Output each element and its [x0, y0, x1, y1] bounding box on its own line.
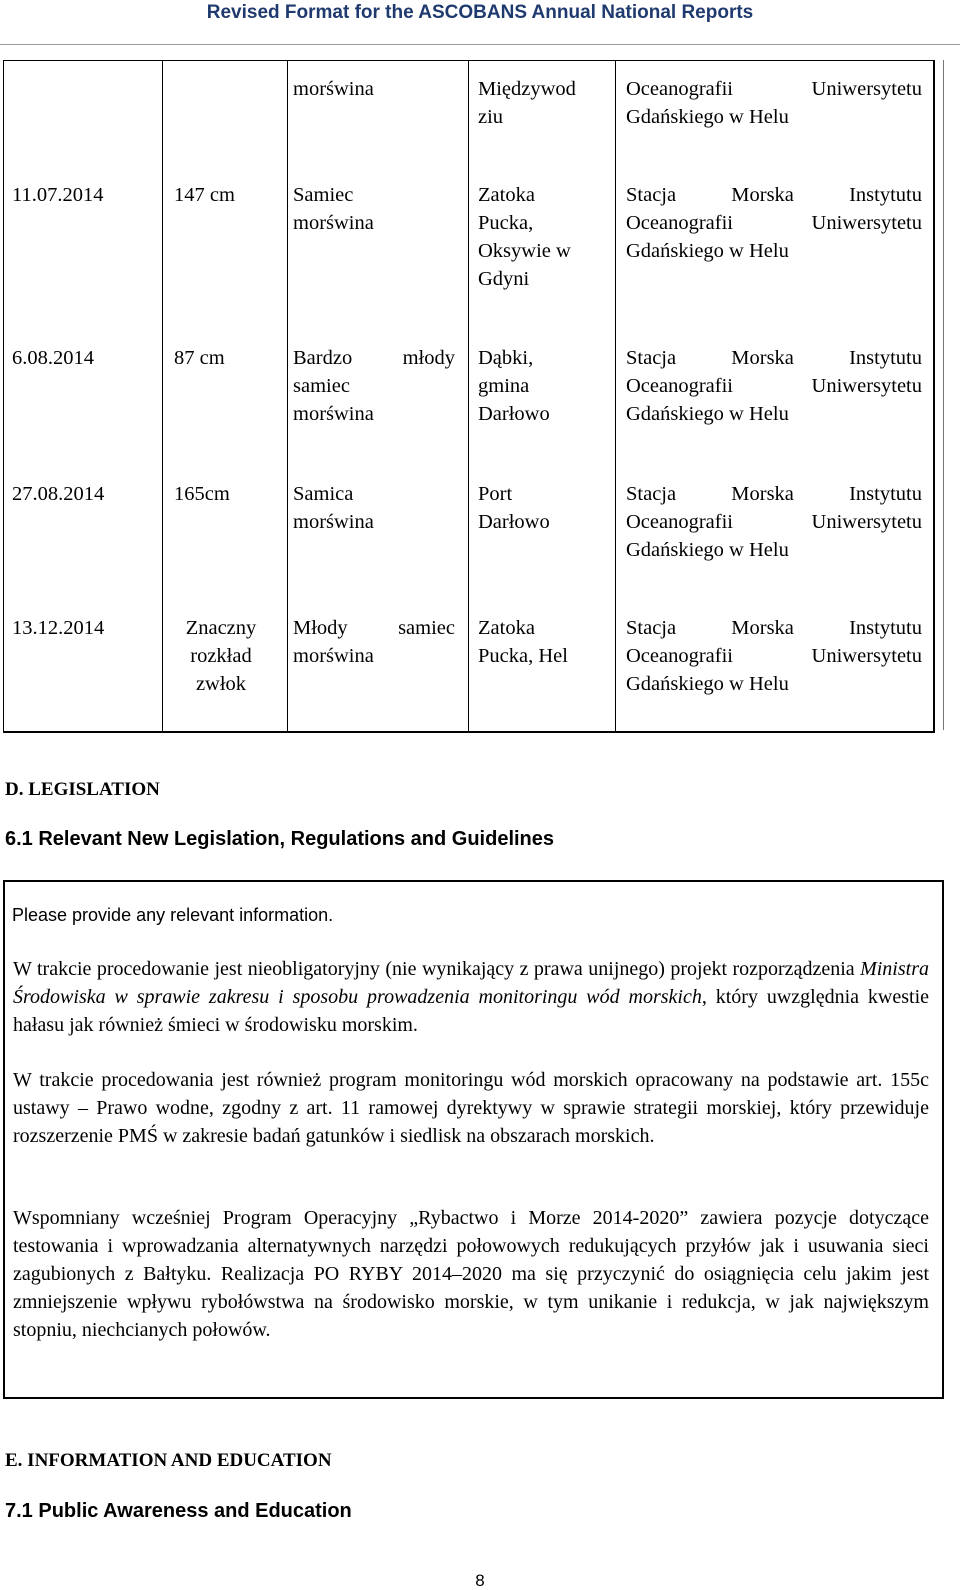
table-cell-institution: Oceanografii Uniwersytetu Gdańskiego w Helu: [626, 78, 922, 128]
table-cell-date: 11.07.2014: [12, 184, 104, 206]
section-heading-legislation: D. LEGISLATION: [5, 779, 160, 800]
table-cell-institution: Stacja Morska Instytutu Oceanografii Uniwersytetu Gdańskiego w Helu: [626, 347, 922, 425]
table-cell-description: morświna: [293, 78, 374, 100]
table-cell-institution: Stacja Morska Instytutu Oceanografii Uniwersytetu Gdańskiego w Helu: [626, 184, 922, 262]
table-cell-date: 13.12.2014: [12, 617, 105, 639]
table-cell-description: Samica morświna: [293, 483, 374, 533]
table-column-divider: [287, 61, 288, 731]
table-cell-location: Międzywod ziu: [478, 78, 576, 128]
table-cell-length: 87 cm: [174, 347, 225, 369]
table-cell-location: Zatoka Pucka, Hel: [478, 617, 568, 667]
subsection-heading-6-1: 6.1 Relevant New Legislation, Regulations and Guidelines: [5, 828, 555, 850]
table-cell-description: Samiec morświna: [293, 184, 374, 234]
box-paragraph-3: Wspomniany wcześniej Program Operacyjny „Rybactwo i Morze 2014-2020” zawiera pozycje dotyczące testowania i wprowadzania alternatywnych narzędzi połowowych redukujących przyłów jak i usuwania sieci zagubionych z Bałtyku. Realizacja PO RYBY 2014–2020 ma się przyczynić do osiągnięcia celu jakim jest zmniejszenie wpływu rybołówstwa na środowisko morskie, w tym unikanie i redukcja, w jak największym stopniu, niechcianych połowów.: [13, 1207, 929, 1341]
table-cell-institution: Stacja Morska Instytutu Oceanografii Uniwersytetu Gdańskiego w Helu: [626, 617, 922, 695]
table-outer-border: [943, 60, 944, 730]
table-cell-location: Zatoka Pucka, Oksywie w Gdyni: [478, 184, 571, 290]
table-cell-length: Znaczny rozkład zwłok: [185, 617, 257, 695]
table-cell-date: 6.08.2014: [12, 347, 94, 369]
subsection-heading-7-1: 7.1 Public Awareness and Education: [5, 1500, 352, 1522]
table-cell-institution: Stacja Morska Instytutu Oceanografii Uniwersytetu Gdańskiego w Helu: [626, 483, 922, 561]
table-column-divider: [468, 61, 469, 731]
table-column-divider: [615, 61, 616, 731]
table-cell-description: Bardzo młody samiec morświna: [293, 347, 455, 425]
box-prompt: Please provide any relevant information.: [12, 905, 334, 925]
section-heading-information-education: E. INFORMATION AND EDUCATION: [5, 1450, 332, 1471]
page-header: [0, 0, 960, 45]
table-cell-location: Port Darłowo: [478, 483, 550, 533]
table-cell-length: 165cm: [174, 483, 230, 505]
table-cell-description: Młody samiec morświna: [293, 617, 455, 667]
table-cell-date: 27.08.2014: [12, 483, 105, 505]
page-number: 8: [475, 1571, 485, 1590]
table-cell-length: 147 cm: [174, 184, 235, 206]
table-cell-location: Dąbki, gmina Darłowo: [478, 347, 550, 425]
box-paragraph-1: W trakcie procedowanie jest nieobligatoryjny (nie wynikający z prawa unijnego) projekt rozporządzenia Ministra Środowiska w sprawie zakresu i sposobu prowadzenia monitoringu wód morskich, który uwzględnia kwestie hałasu jak również śmieci w środowisku morskim.: [13, 958, 930, 1036]
header-title: Revised Format for the ASCOBANS Annual National Reports: [206, 2, 754, 23]
box-paragraph-2: W trakcie procedowania jest również program monitoringu wód morskich opracowany na podstawie art. 155c ustawy – Prawo wodne, zgodny z art. 11 ramowej dyrektywy w sprawie strategii morskiej, który przewiduje rozszerzenie PMŚ w zakresie badań gatunków i siedlisk na obszarach morskich.: [13, 1069, 929, 1147]
